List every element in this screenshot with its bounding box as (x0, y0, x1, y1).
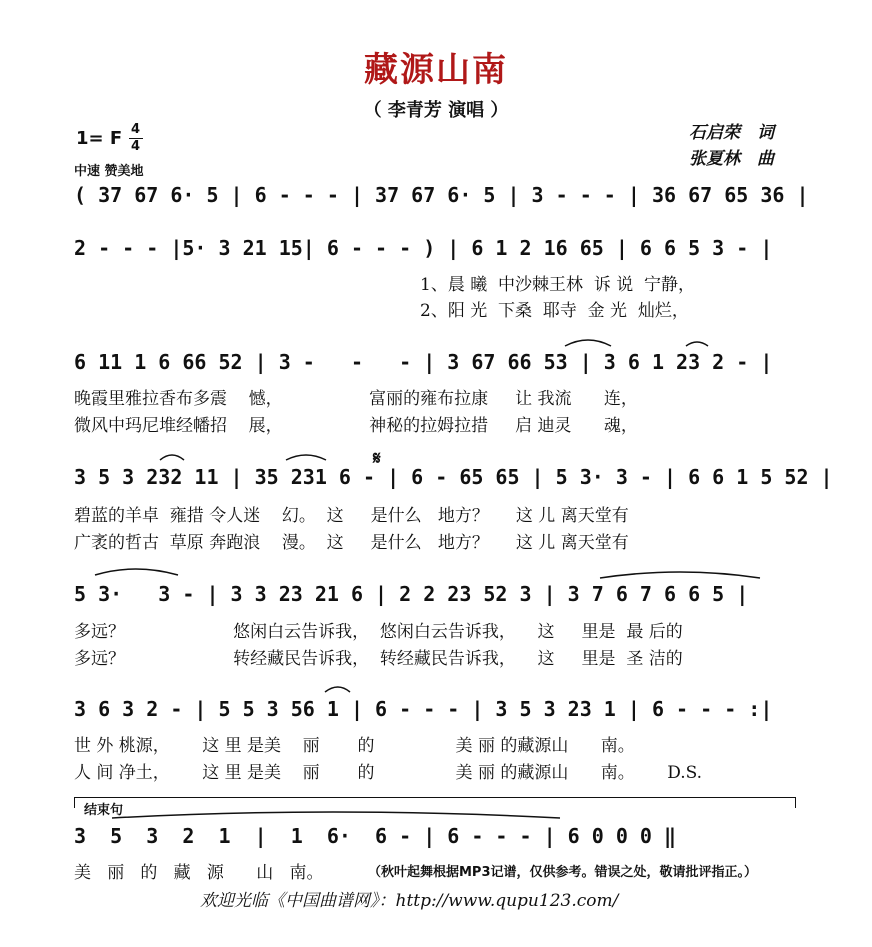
slur-mark (286, 455, 326, 460)
lyric-row-2-verse-2: 2、阳 光 下桑 耶寺 金 光 灿烂， (420, 301, 689, 321)
tempo-marking: 中速 赞美地 (74, 164, 144, 179)
lyric-row-5-verse-2: 多远？ 转经藏民告诉我， 转经藏民告诉我， 这 里是 圣 洁的 (74, 649, 683, 669)
slur-mark (686, 342, 708, 346)
transcription-note: （秋叶起舞根据MP3记谱，仅供参考。错误之处，敬请批评指正。） (368, 865, 758, 880)
notation-row-2: 2 - - - |5· 3 21 15| 6 - - - ) | 6 1 2 16 65 | 6 6 5 3 - | (74, 236, 773, 260)
lyric-row-5-verse-1: 多远？ 悠闲白云告诉我， 悠闲白云告诉我， 这 里是 最 后的 (74, 622, 683, 642)
singer-credit: （ 李青芳 演唱 ） (363, 100, 509, 121)
lyricist-credit: 石启荣 词 (689, 123, 774, 143)
slur-mark (325, 687, 350, 692)
lyric-row-3-verse-1: 晚霞里雅拉香布多震 憾， 富丽的雍布拉康 让 我流 连， (74, 389, 638, 409)
time-signature-bottom: 4 (131, 139, 141, 154)
lyric-row-4-verse-1: 碧蓝的羊卓 雍措 令人迷 幻。 这 是什么 地方？ 这 儿 离天堂有 (74, 506, 629, 526)
lyric-row-6-verse-1: 世 外 桃源， 这 里 是美 丽 的 美 丽 的藏源山 南。 (74, 736, 635, 756)
lyric-row-6-verse-2: 人 间 净土， 这 里 是美 丽 的 美 丽 的藏源山 南。 D.S. (74, 763, 703, 783)
page-title: 藏源山南 (364, 50, 508, 90)
lyric-row-7: 美 丽 的 藏 源 山 南。 (74, 863, 324, 883)
lyric-row-2-verse-1: 1、晨 曦 中沙棘王林 诉 说 宁静， (420, 275, 696, 295)
notation-row-7: 3 5 3 2 1 | 1 6· 6 - | 6 - - - | 6 0 0 0 ‖ (74, 824, 677, 848)
notation-row-4: 3 5 3 232 11 | 35 231 6 - | 6 - 65 65 | 5 3· 3 - | 6 6 1 5 52 | (74, 465, 833, 489)
slur-mark (600, 572, 760, 578)
lyric-row-4-verse-2: 广袤的哲古 草原 奔跑浪 漫。 这 是什么 地方？ 这 儿 离天堂有 (74, 533, 629, 553)
coda-label: 结束句 (84, 803, 124, 818)
composer-credit: 张夏林 曲 (689, 149, 774, 169)
slur-mark (565, 340, 611, 346)
notation-row-5: 5 3· 3 - | 3 3 23 21 6 | 2 2 23 52 3 | 3 7 6 7 6 6 5 | (74, 582, 749, 606)
notation-row-3: 6 11 1 6 66 52 | 3 - - - | 3 67 66 53 | 3 6 1 23 2 - | (74, 350, 773, 374)
slur-mark (95, 569, 178, 575)
time-signature-top: 4 (131, 122, 141, 137)
notation-row-6: 3 6 3 2 - | 5 5 3 56 1 | 6 - - - | 3 5 3 23 1 | 6 - - - :| (74, 697, 773, 721)
slur-mark (112, 812, 560, 818)
segno-icon: 𝄋 (373, 448, 381, 469)
notation-row-1: ( 37 67 6· 5 | 6 - - - | 37 67 6· 5 | 3 - - - | 36 67 65 36 | (74, 183, 809, 207)
site-footer: 欢迎光临《中国曲谱网》：http://www.qupu123.com/ (200, 891, 619, 911)
slur-mark (160, 455, 184, 460)
key-signature: 1= F (76, 128, 123, 149)
lyric-row-3-verse-2: 微风中玛尼堆经幡招 展， 神秘的拉姆拉措 启 迪灵 魂， (74, 416, 638, 436)
